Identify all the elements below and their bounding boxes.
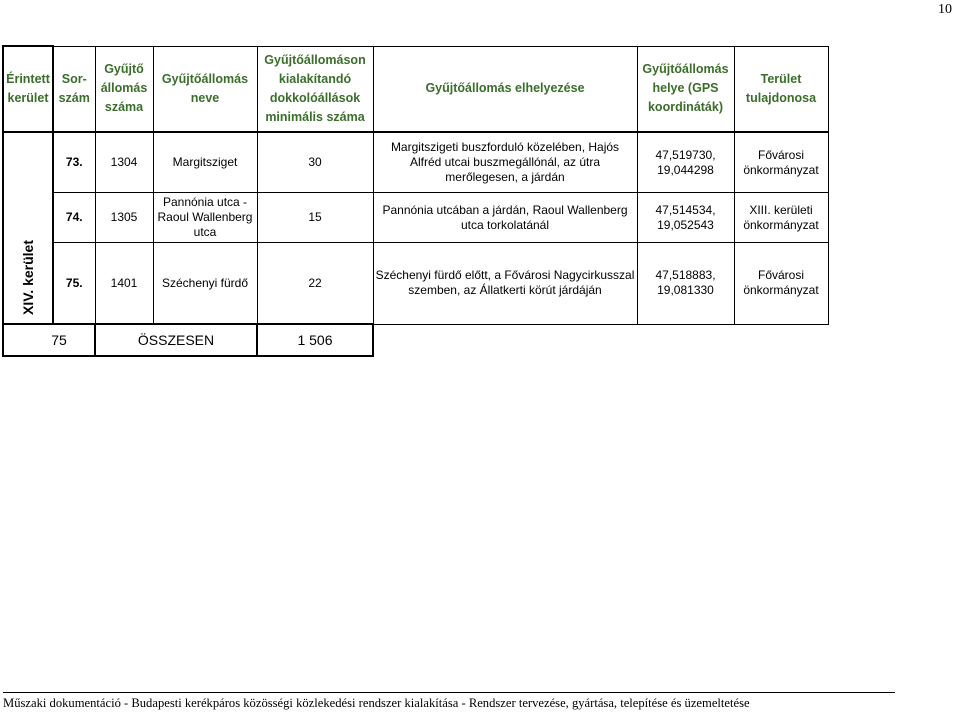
header-owner: Terület tulajdonosa	[734, 46, 828, 132]
total-row	[3, 324, 828, 356]
owner-cell: XIII. kerületi önkormányzat	[734, 193, 828, 243]
station-no-cell: 1304	[95, 132, 153, 193]
min-docks-cell: 15	[257, 193, 373, 243]
serial-cell: 75.	[53, 243, 95, 325]
serial-cell: 74.	[53, 193, 95, 243]
total-label: ÖSSZESEN	[95, 324, 257, 356]
station-no-cell: 1305	[95, 193, 153, 243]
station-name-cell: Pannónia utca - Raoul Wallenberg utca	[153, 193, 257, 243]
total-sum: 1 506	[257, 324, 373, 356]
header-serial: Sor-szám	[53, 46, 95, 132]
placement-cell: Margitszigeti buszforduló közelében, Hajós Alfréd utcai buszmegállónál, az útra merőlegesen, a járdán	[373, 132, 637, 193]
header-placement: Gyűjtőállomás elhelyezése	[373, 46, 637, 132]
header-gps: Gyűjtőállomás helye (GPS koordináták)	[637, 46, 734, 132]
station-name-cell: Széchenyi fürdő	[153, 243, 257, 325]
header-min-docks: Gyűjtőállomáson kialakítandó dokkolóállások minimális száma	[257, 46, 373, 132]
station-name-cell: Margitsziget	[153, 132, 257, 193]
placement-cell: Pannónia utcában a járdán, Raoul Wallenberg utca torkolatánál	[373, 193, 637, 243]
owner-cell: Fővárosi önkormányzat	[734, 243, 828, 325]
total-count: 75	[3, 324, 95, 356]
gps-cell: 47,514534, 19,052543	[637, 193, 734, 243]
owner-cell: Fővárosi önkormányzat	[734, 132, 828, 193]
table-row	[3, 193, 828, 243]
serial-cell: 73.	[53, 132, 95, 193]
table-row	[3, 243, 828, 325]
collection-stations-table	[2, 45, 829, 357]
station-no-cell: 1401	[95, 243, 153, 325]
table-header-row	[3, 46, 828, 132]
placement-cell: Széchenyi fürdő előtt, a Fővárosi Nagycirkusszal szemben, az Állatkerti körút járdáján	[373, 243, 637, 325]
page-number: 10	[938, 2, 952, 17]
district-cell	[3, 132, 53, 324]
min-docks-cell: 22	[257, 243, 373, 325]
header-station-name: Gyűjtőállomás neve	[153, 46, 257, 132]
table-row	[3, 132, 828, 193]
district-label: XIV. kerület	[19, 240, 36, 315]
min-docks-cell: 30	[257, 132, 373, 193]
header-station-no: Gyűjtő állomás száma	[95, 46, 153, 132]
gps-cell: 47,518883, 19,081330	[637, 243, 734, 325]
footer-divider	[3, 692, 895, 693]
header-district: Érintett kerület	[3, 46, 53, 132]
total-empty	[373, 324, 828, 356]
gps-cell: 47,519730, 19,044298	[637, 132, 734, 193]
footer-text: Műszaki dokumentáció - Budapesti kerékpáros közösségi közlekedési rendszer kialakítása - Rendszer tervezése, gyártása, telepítése és üzemeltetése	[3, 696, 750, 710]
